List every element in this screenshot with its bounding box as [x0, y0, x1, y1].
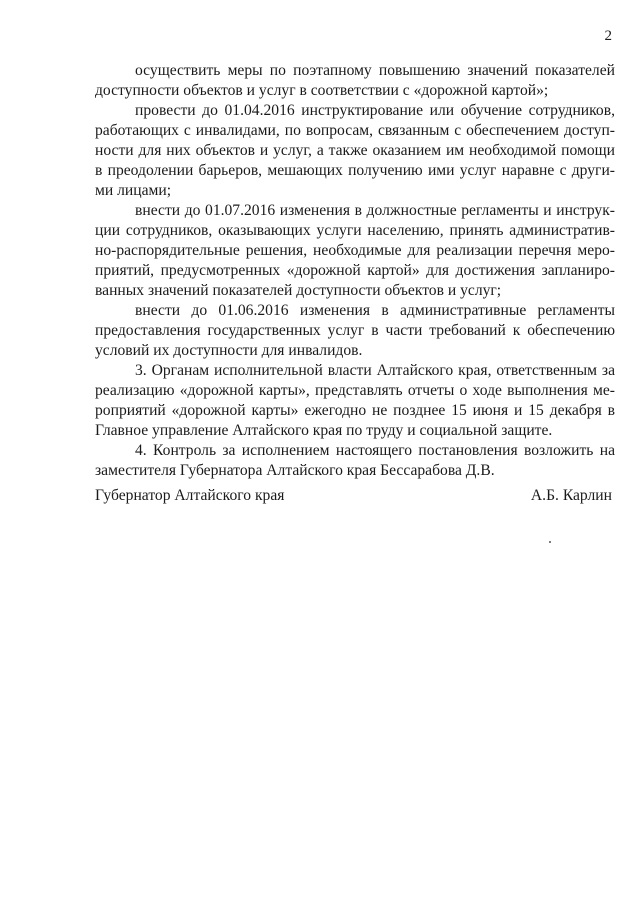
- text-line: доступности объектов и услуг в соответствии с «дорожной картой»;: [95, 82, 549, 99]
- scan-speck: [549, 541, 551, 543]
- text-line: ванных значений показателей доступности объектов и услуг;: [95, 282, 502, 299]
- text-line: осуществить меры по поэтапному повышению значений показателей: [135, 62, 615, 79]
- text-line: Главное управление Алтайского края по труду и социальной защите.: [95, 422, 553, 439]
- text-line: условий их доступности для инвалидов.: [95, 342, 363, 359]
- page-number: 2: [604, 28, 612, 44]
- text-line: провести до 01.04.2016 инструктирование или обучение сотрудников,: [135, 102, 615, 119]
- text-line: внести до 01.06.2016 изменения в административные регламенты: [135, 302, 615, 319]
- signatory-name: А.Б. Карлин: [530, 487, 612, 504]
- text-line: ности для них объектов и услуг, а также оказанием им необходимой помощи: [95, 142, 615, 159]
- text-line: но-распорядительные решения, необходимые для реализации перечня меро-: [95, 242, 615, 259]
- text-line: ции сотрудников, оказывающих услуги населению, принять административ-: [95, 222, 615, 239]
- text-line: в преодолении барьеров, мешающих получению ими услуг наравне с други-: [95, 162, 615, 179]
- text-line: реализацию «дорожной карты», представлять отчеты о ходе выполнения ме-: [95, 382, 615, 399]
- text-line: предоставления государственных услуг в части требований к обеспечению: [95, 322, 615, 339]
- text-line: 4. Контроль за исполнением настоящего постановления возложить на: [135, 442, 615, 459]
- text-line: ми лицами;: [95, 182, 172, 199]
- text-line: роприятий «дорожной карты» ежегодно не позднее 15 июня и 15 декабря в: [95, 402, 615, 419]
- text-line: приятий, предусмотренных «дорожной картой» для достижения запланиро-: [95, 262, 615, 279]
- text-line: работающих с инвалидами, по вопросам, связанным с обеспечением доступ-: [95, 122, 615, 139]
- text-line: заместителя Губернатора Алтайского края Бессарабова Д.В.: [95, 462, 495, 479]
- text-line: внести до 01.07.2016 изменения в должностные регламенты и инструк-: [135, 202, 615, 219]
- text-line: 3. Органам исполнительной власти Алтайского края, ответственным за: [135, 362, 615, 379]
- signatory-title: Губернатор Алтайского края: [95, 487, 285, 504]
